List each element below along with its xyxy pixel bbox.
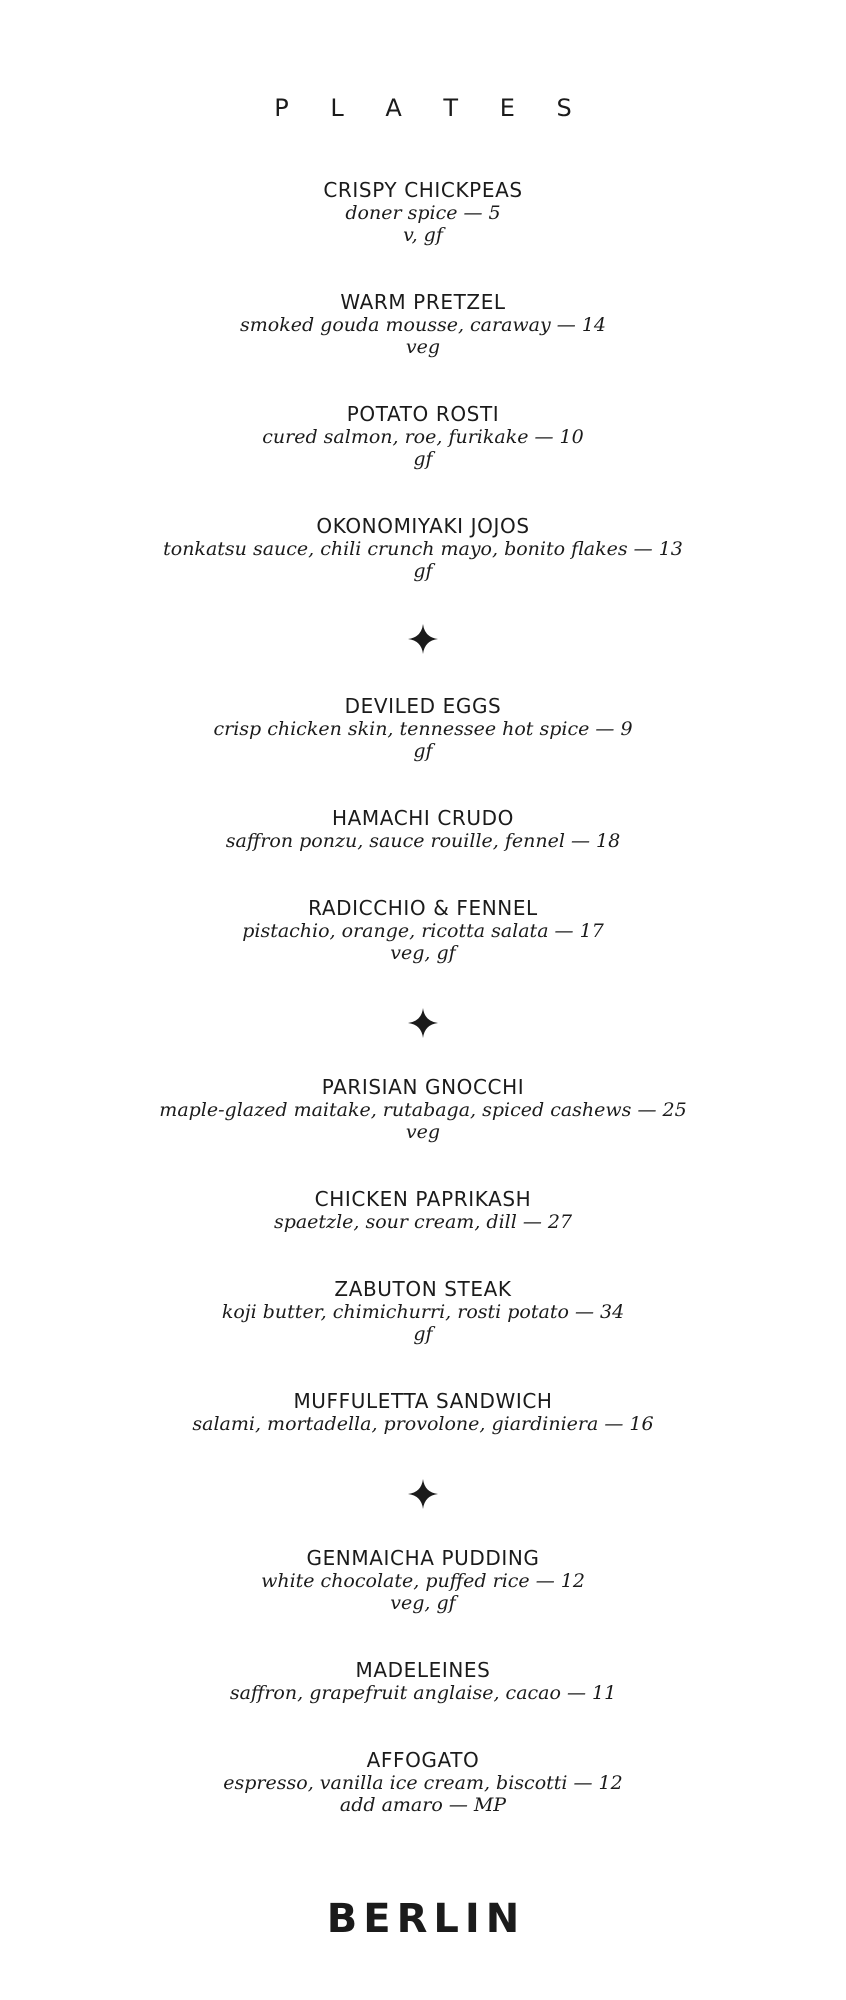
menu-item — [0, 1748, 846, 1816]
menu-item — [0, 806, 846, 852]
menu-item — [0, 1075, 846, 1143]
menu-item — [0, 1546, 846, 1614]
menu-item-description: saffron, grapefruit anglaise, cacao — 11 — [229, 1682, 617, 1704]
menu-item — [0, 290, 846, 358]
menu-item-description: salami, mortadella, provolone, giardiniera — 16 — [192, 1413, 654, 1435]
menu-item-description: spaetzle, sour cream, dill — 27 — [273, 1211, 573, 1233]
menu-item-name: GENMAICHA PUDDING — [306, 1546, 540, 1570]
menu-item — [0, 1277, 846, 1345]
menu-item-dietary-note: add amaro — MP — [339, 1794, 507, 1816]
menu-item-name: OKONOMIYAKI JOJOS — [316, 514, 530, 538]
menu-item-name: POTATO ROSTI — [346, 402, 500, 426]
menu-item-description: saffron ponzu, sauce rouille, fennel — 18 — [225, 830, 621, 852]
menu-item-description: pistachio, orange, ricotta salata — 17 — [242, 920, 604, 942]
four-point-star-icon — [408, 1479, 438, 1509]
menu-item-dietary-note: veg — [405, 336, 441, 358]
menu-item-dietary-note: veg, gf — [390, 942, 456, 964]
menu-item-description: white chocolate, puffed rice — 12 — [261, 1570, 585, 1592]
four-point-star-icon — [408, 624, 438, 654]
menu-item-name: WARM PRETZEL — [340, 290, 506, 314]
menu-item-dietary-note: gf — [413, 1323, 433, 1345]
menu-item-name: CHICKEN PAPRIKASH — [314, 1187, 532, 1211]
menu-item-name: DEVILED EGGS — [344, 694, 502, 718]
menu-item-dietary-note: veg, gf — [390, 1592, 456, 1614]
menu-item-dietary-note: v, gf — [403, 224, 443, 246]
menu-item-name: MUFFULETTA SANDWICH — [293, 1389, 553, 1413]
menu-item-name: MADELEINES — [355, 1658, 491, 1682]
menu-item-description: tonkatsu sauce, chili crunch mayo, bonito flakes — 13 — [163, 538, 683, 560]
restaurant-logo: BERLIN — [326, 1896, 526, 1942]
menu-item-description: doner spice — 5 — [345, 202, 501, 224]
menu-item-name: HAMACHI CRUDO — [331, 806, 514, 830]
menu-item — [0, 694, 846, 762]
menu-item-description: espresso, vanilla ice cream, biscotti — 12 — [223, 1772, 623, 1794]
menu-item-name: PARISIAN GNOCCHI — [321, 1075, 525, 1099]
menu-item-description: smoked gouda mousse, caraway — 14 — [239, 314, 606, 336]
menu-item-name: AFFOGATO — [366, 1748, 480, 1772]
menu-item-name: CRISPY CHICKPEAS — [323, 178, 523, 202]
four-point-star-icon — [408, 1008, 438, 1038]
menu-item-dietary-note: gf — [413, 448, 433, 470]
menu-item — [0, 1658, 846, 1704]
menu-item — [0, 402, 846, 470]
menu-item — [0, 896, 846, 964]
menu-item-dietary-note: veg — [405, 1121, 441, 1143]
menu-item-description: maple-glazed maitake, rutabaga, spiced cashews — 25 — [159, 1099, 687, 1121]
page-title: P L A T E S — [274, 94, 589, 122]
menu-item-name: RADICCHIO & FENNEL — [308, 896, 538, 920]
menu-item — [0, 514, 846, 582]
menu-item-description: crisp chicken skin, tennessee hot spice — 9 — [213, 718, 633, 740]
menu-item-description: cured salmon, roe, furikake — 10 — [262, 426, 584, 448]
menu-item — [0, 178, 846, 246]
menu-item-description: koji butter, chimichurri, rosti potato — 34 — [221, 1301, 625, 1323]
menu-item — [0, 1187, 846, 1233]
menu-item — [0, 1389, 846, 1435]
menu-item-dietary-note: gf — [413, 740, 433, 762]
menu-item-name: ZABUTON STEAK — [334, 1277, 512, 1301]
menu-item-dietary-note: gf — [413, 560, 433, 582]
